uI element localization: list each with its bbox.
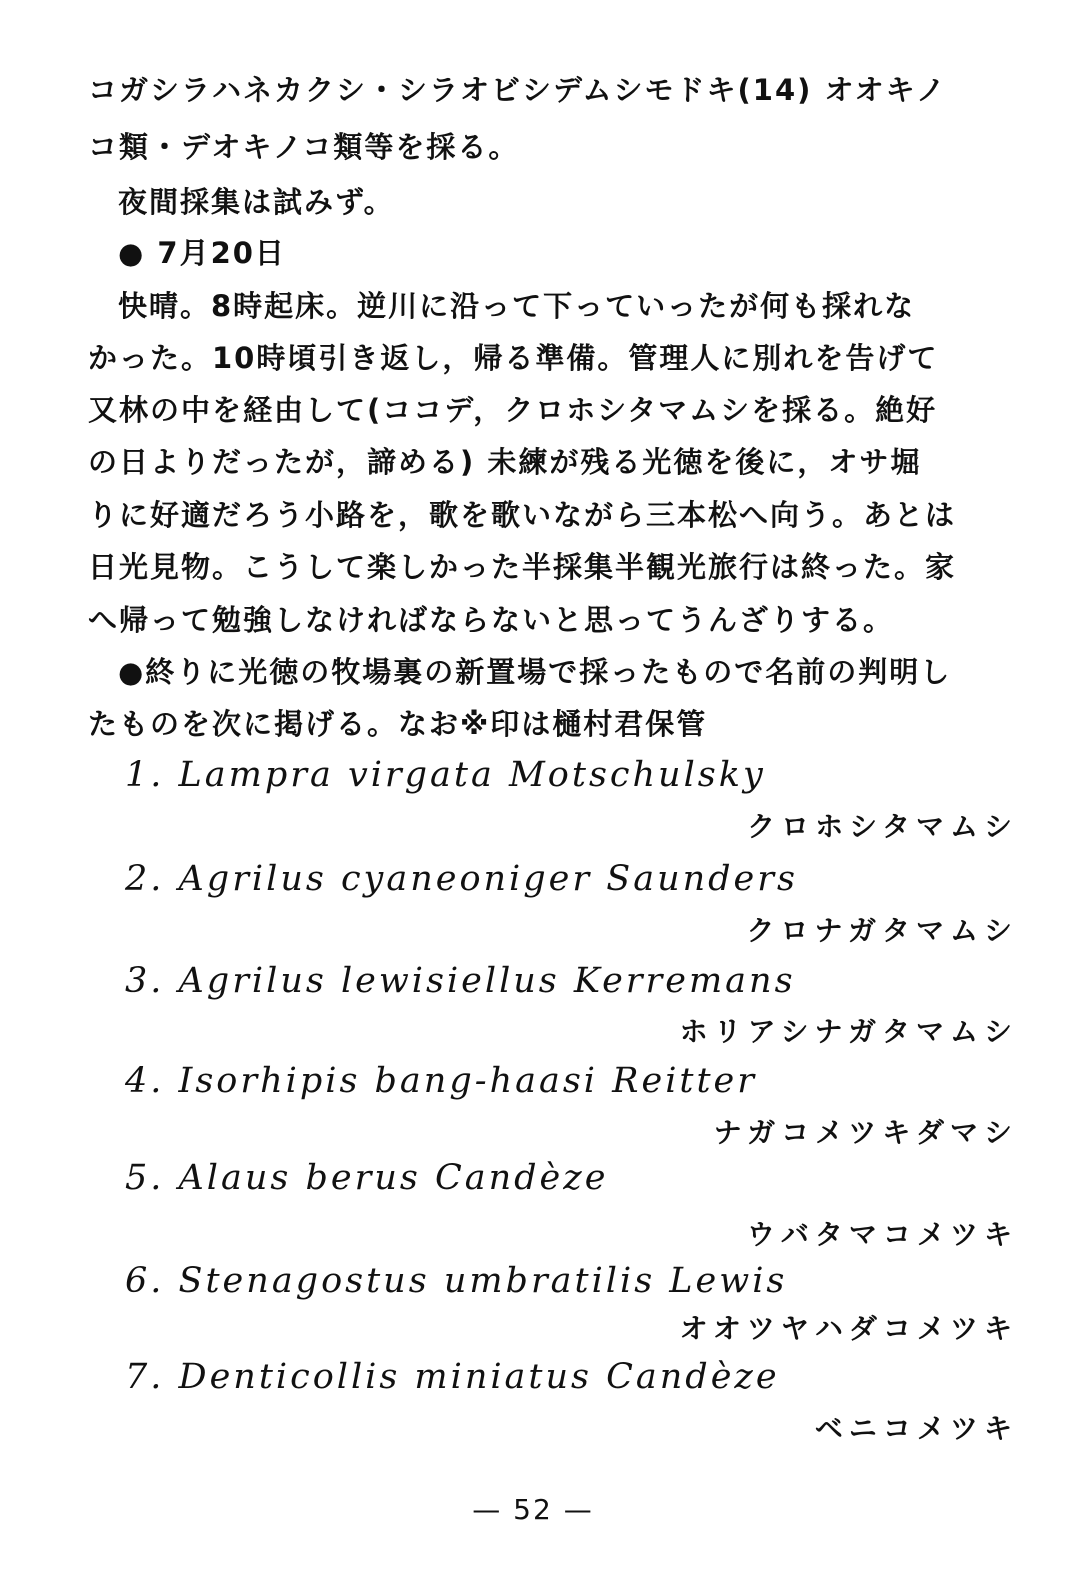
text-line: 日光見物。こうして楽しかった半採集半観光旅行は終った。家 xyxy=(88,550,957,584)
species-japanese-name: ホリアシナガタマムシ xyxy=(679,1015,1018,1048)
species-scientific-name: 1. Lampra virgata Motschulsky xyxy=(125,755,766,795)
text-line: コ類・デオキノコ類等を採る。 xyxy=(88,130,520,164)
species-scientific-name: 2. Agrilus cyaneoniger Saunders xyxy=(125,859,798,899)
species-japanese-name: オオツヤハダコメツキ xyxy=(679,1312,1018,1345)
species-scientific-name: 5. Alaus berus Candèze xyxy=(125,1158,609,1198)
text-line: ●終りに光徳の牧場裏の新置場で採ったもので名前の判明し xyxy=(118,655,952,689)
species-japanese-name: クロナガタマムシ xyxy=(746,914,1018,947)
text-line: の日よりだったが，諦める) 未練が残る光徳を後に，オサ堀 xyxy=(88,445,922,479)
species-japanese-name: ウバタマコメツキ xyxy=(746,1218,1018,1251)
text-line: コガシラハネカクシ・シラオビシデムシモドキ(14) オオキノ xyxy=(88,73,948,107)
species-japanese-name: ベニコメツキ xyxy=(814,1412,1018,1445)
text-line: 快晴。8時起床。逆川に沿って下っていったが何も採れな xyxy=(118,289,916,323)
species-scientific-name: 4. Isorhipis bang-haasi Reitter xyxy=(125,1061,757,1101)
text-line: 夜間採集は試みず。 xyxy=(118,185,395,219)
species-scientific-name: 3. Agrilus lewisiellus Kerremans xyxy=(125,961,796,1001)
text-line: りに好適だろう小路を，歌を歌いながら三本松へ向う。あとは xyxy=(88,498,957,532)
text-line: かった。10時頃引き返し，帰る準備。管理人に別れを告げて xyxy=(88,341,939,375)
text-line: たものを次に掲げる。なお※印は樋村君保管 xyxy=(88,707,708,741)
species-japanese-name: ナガコメツキダマシ xyxy=(713,1116,1018,1149)
species-scientific-name: 6. Stenagostus umbratilis Lewis xyxy=(125,1261,788,1301)
text-line: へ帰って勉強しなければならないと思ってうんざりする。 xyxy=(88,603,895,637)
species-scientific-name: 7. Denticollis miniatus Candèze xyxy=(125,1357,780,1397)
page-number: — 52 — xyxy=(472,1493,594,1526)
date-heading: ● 7月20日 xyxy=(118,236,286,270)
species-japanese-name: クロホシタマムシ xyxy=(747,810,1018,843)
text-line: 又林の中を経由して(ココデ，クロホシタマムシを採る。絶好 xyxy=(88,393,938,427)
